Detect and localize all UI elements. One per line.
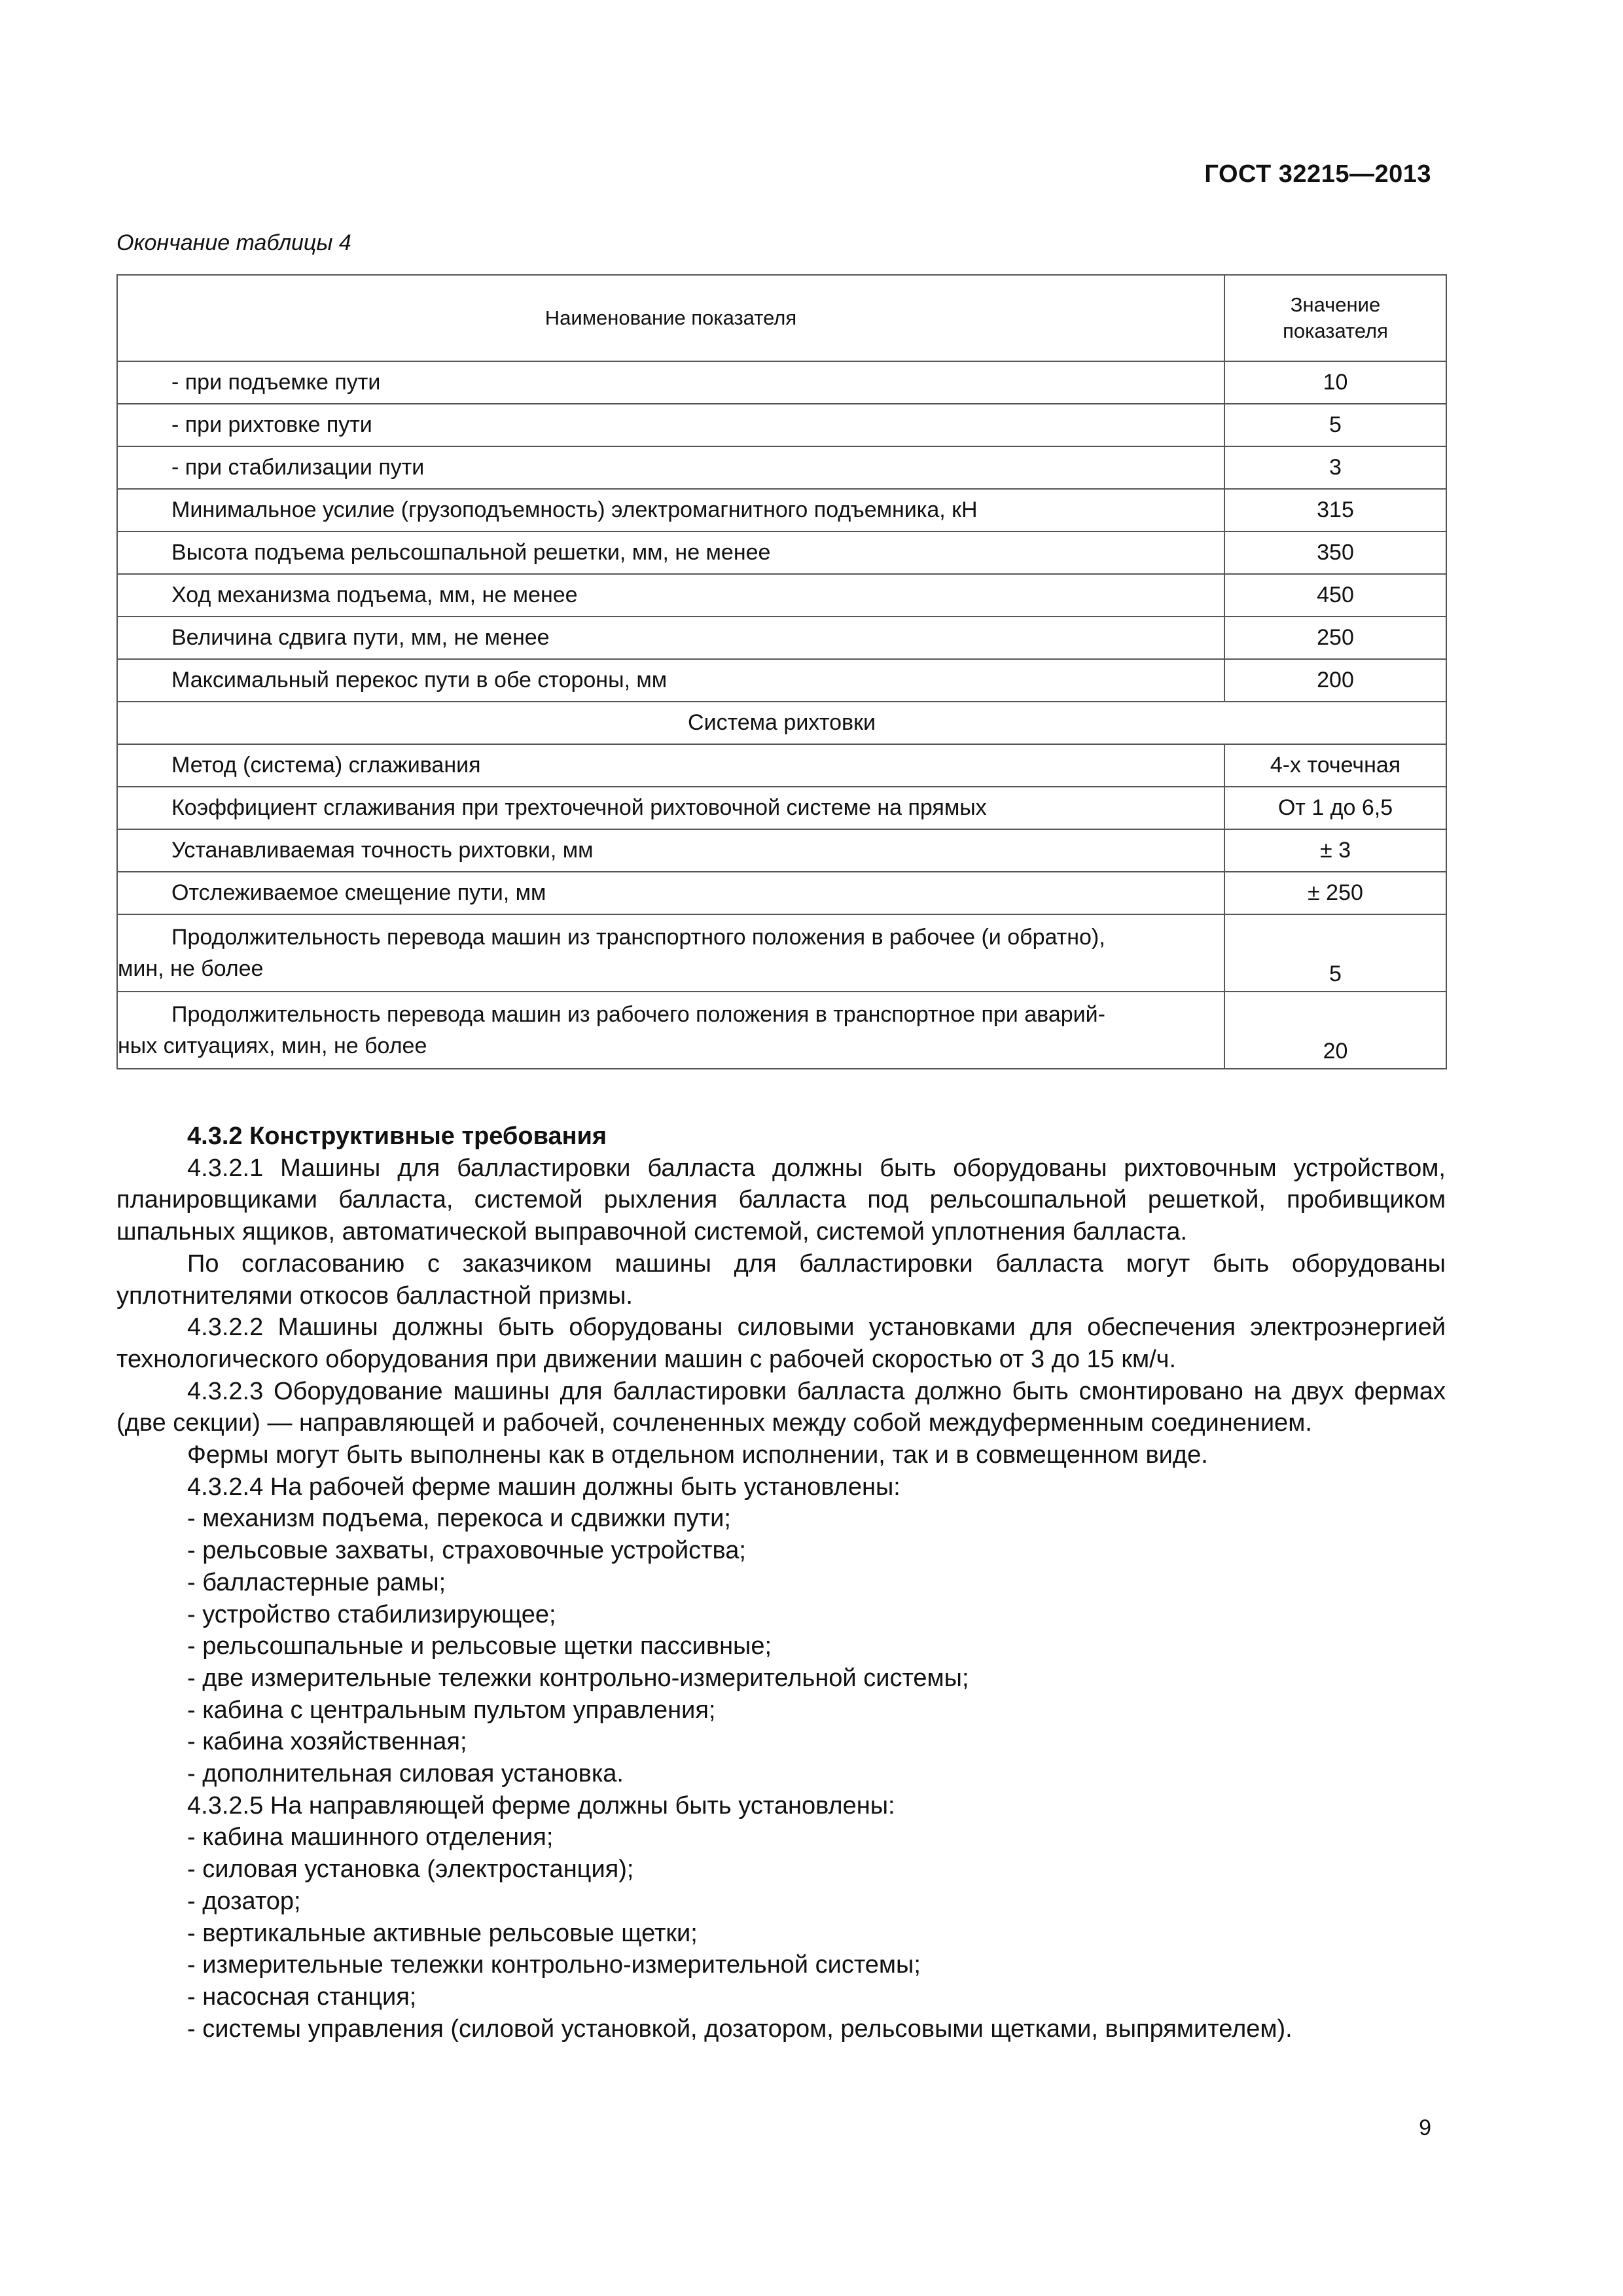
row-value: 5 [1224,404,1446,446]
row-name-line1: Продолжительность перевода машин из транспортного положения в рабочее (и обратно), [171,925,1105,950]
list-guide-truss [116,1821,1446,2045]
row-value: 4-х точечная [1224,744,1446,787]
row-value: ± 250 [1224,872,1446,914]
row-value: 5 [1224,914,1446,992]
row-name: Высота подъема рельсошпальной решетки, мм, не менее [117,531,1224,574]
table-row [117,574,1446,617]
column-header-value [1224,275,1446,361]
row-value: 3 [1224,446,1446,489]
list-item: - кабина хозяйственная; [187,1728,467,1756]
table-row [117,446,1446,489]
list-item: - две измерительные тележки контрольно-измерительной системы; [187,1664,969,1692]
paragraph: По согласованию с заказчиком машины для балластировки балласта могут быть оборудованы уплотнителями откосов балластной призмы. [116,1249,1446,1310]
list-working-truss [116,1503,1446,1789]
table-section-row [117,702,1446,744]
row-value: 10 [1224,361,1446,404]
list-item: - системы управления (силовой установкой, дозатором, рельсовыми щетками, выпрямителем). [187,2015,1293,2043]
table-row [117,404,1446,446]
table-row [117,787,1446,829]
table-header-row [117,275,1446,361]
section-title: Система рихтовки [117,702,1446,744]
table-row [117,872,1446,914]
list-item: - дозатор; [187,1887,301,1915]
row-value: 20 [1224,992,1446,1069]
list-item: - кабина с центральным пультом управления; [187,1696,716,1724]
table-row [117,531,1446,574]
table-row [117,617,1446,659]
paragraph: 4.3.2.2 Машины должны быть оборудованы силовыми установками для обеспечения электроэнергией технологического оборудования при движении машин с рабочей скоростью от 3 до 15 км/ч. [116,1314,1446,1373]
table-row [117,489,1446,531]
list-item: - дополнительная силовая установка. [187,1760,624,1788]
row-value: 200 [1224,659,1446,702]
page-number: 9 [1419,2115,1431,2140]
list-item: - устройство стабилизирующее; [187,1600,556,1628]
paragraph: Фермы могут быть выполнены как в отдельном исполнении, так и в совмещенном виде. [187,1441,1208,1469]
column-header-value-line2: показателя [1283,319,1388,342]
document-code: ГОСТ 32215—2013 [1204,160,1431,188]
row-name: Метод (система) сглаживания [117,744,1224,787]
body-text [116,1121,1446,2045]
list-item: - насосная станция; [187,1982,417,2011]
row-name-line2: мин, не более [118,956,264,981]
table-caption: Окончание таблицы 4 [116,230,351,255]
paragraph: 4.3.2.1 Машины для балластировки балласта должны быть оборудованы рихтовочным устройством, планировщиками балласта, системой рыхления балласта под рельсошпальной решеткой, пробивщиком шпальных ящиков, автоматической выправочной системой, системой уплотнения балласта. [116,1154,1446,1246]
row-name: Величина сдвига пути, мм, не менее [117,617,1224,659]
column-header-name: Наименование показателя [117,275,1224,361]
spec-table [116,274,1447,1069]
table-row [117,361,1446,404]
row-value: 250 [1224,617,1446,659]
row-name: - при стабилизации пути [117,446,1224,489]
row-name: - при подъемке пути [117,361,1224,404]
paragraph: 4.3.2.3 Оборудование машины для балластировки балласта должно быть смонтировано на двух фермах (две секции) — направляющей и рабочей, сочлененных между собой междуферменным соединением. [116,1377,1446,1437]
row-name: Отслеживаемое смещение пути, мм [117,872,1224,914]
paragraph: 4.3.2.5 На направляющей ферме должны быть установлены: [187,1791,895,1820]
section-heading: 4.3.2 Конструктивные требования [187,1122,607,1150]
table-row [117,744,1446,787]
paragraph: 4.3.2.4 На рабочей ферме машин должны быть установлены: [187,1473,901,1501]
column-header-value-line1: Значение [1290,293,1381,316]
list-item: - рельсовые захваты, страховочные устройства; [187,1537,746,1565]
row-name: Устанавливаемая точность рихтовки, мм [117,829,1224,872]
row-name: Коэффициент сглаживания при трехточечной рихтовочной системе на прямых [117,787,1224,829]
list-item: - силовая установка (электростанция); [187,1856,634,1884]
row-value: ± 3 [1224,829,1446,872]
row-value: 350 [1224,531,1446,574]
row-value: 450 [1224,574,1446,617]
row-name: Минимальное усилие (грузоподъемность) электромагнитного подъемника, кН [117,489,1224,531]
row-name: Максимальный перекос пути в обе стороны, мм [117,659,1224,702]
table-row [117,992,1446,1069]
table-row [117,914,1446,992]
list-item: - вертикальные активные рельсовые щетки; [187,1919,698,1947]
row-name [117,992,1224,1069]
table-row [117,829,1446,872]
row-name: Ход механизма подъема, мм, не менее [117,574,1224,617]
list-item: - измерительные тележки контрольно-измерительной системы; [187,1951,921,1979]
row-name [117,914,1224,992]
row-value: От 1 до 6,5 [1224,787,1446,829]
row-value: 315 [1224,489,1446,531]
row-name-line1: Продолжительность перевода машин из рабочего положения в транспортное при аварий- [171,1002,1105,1027]
list-item: - балластерные рамы; [187,1568,446,1596]
list-item: - механизм подъема, перекоса и сдвижки пути; [187,1505,731,1533]
list-item: - рельсошпальные и рельсовые щетки пассивные; [187,1632,772,1660]
row-name: - при рихтовке пути [117,404,1224,446]
list-item: - кабина машинного отделения; [187,1823,554,1852]
table-row [117,659,1446,702]
row-name-line2: ных ситуациях, мин, не более [118,1033,427,1058]
